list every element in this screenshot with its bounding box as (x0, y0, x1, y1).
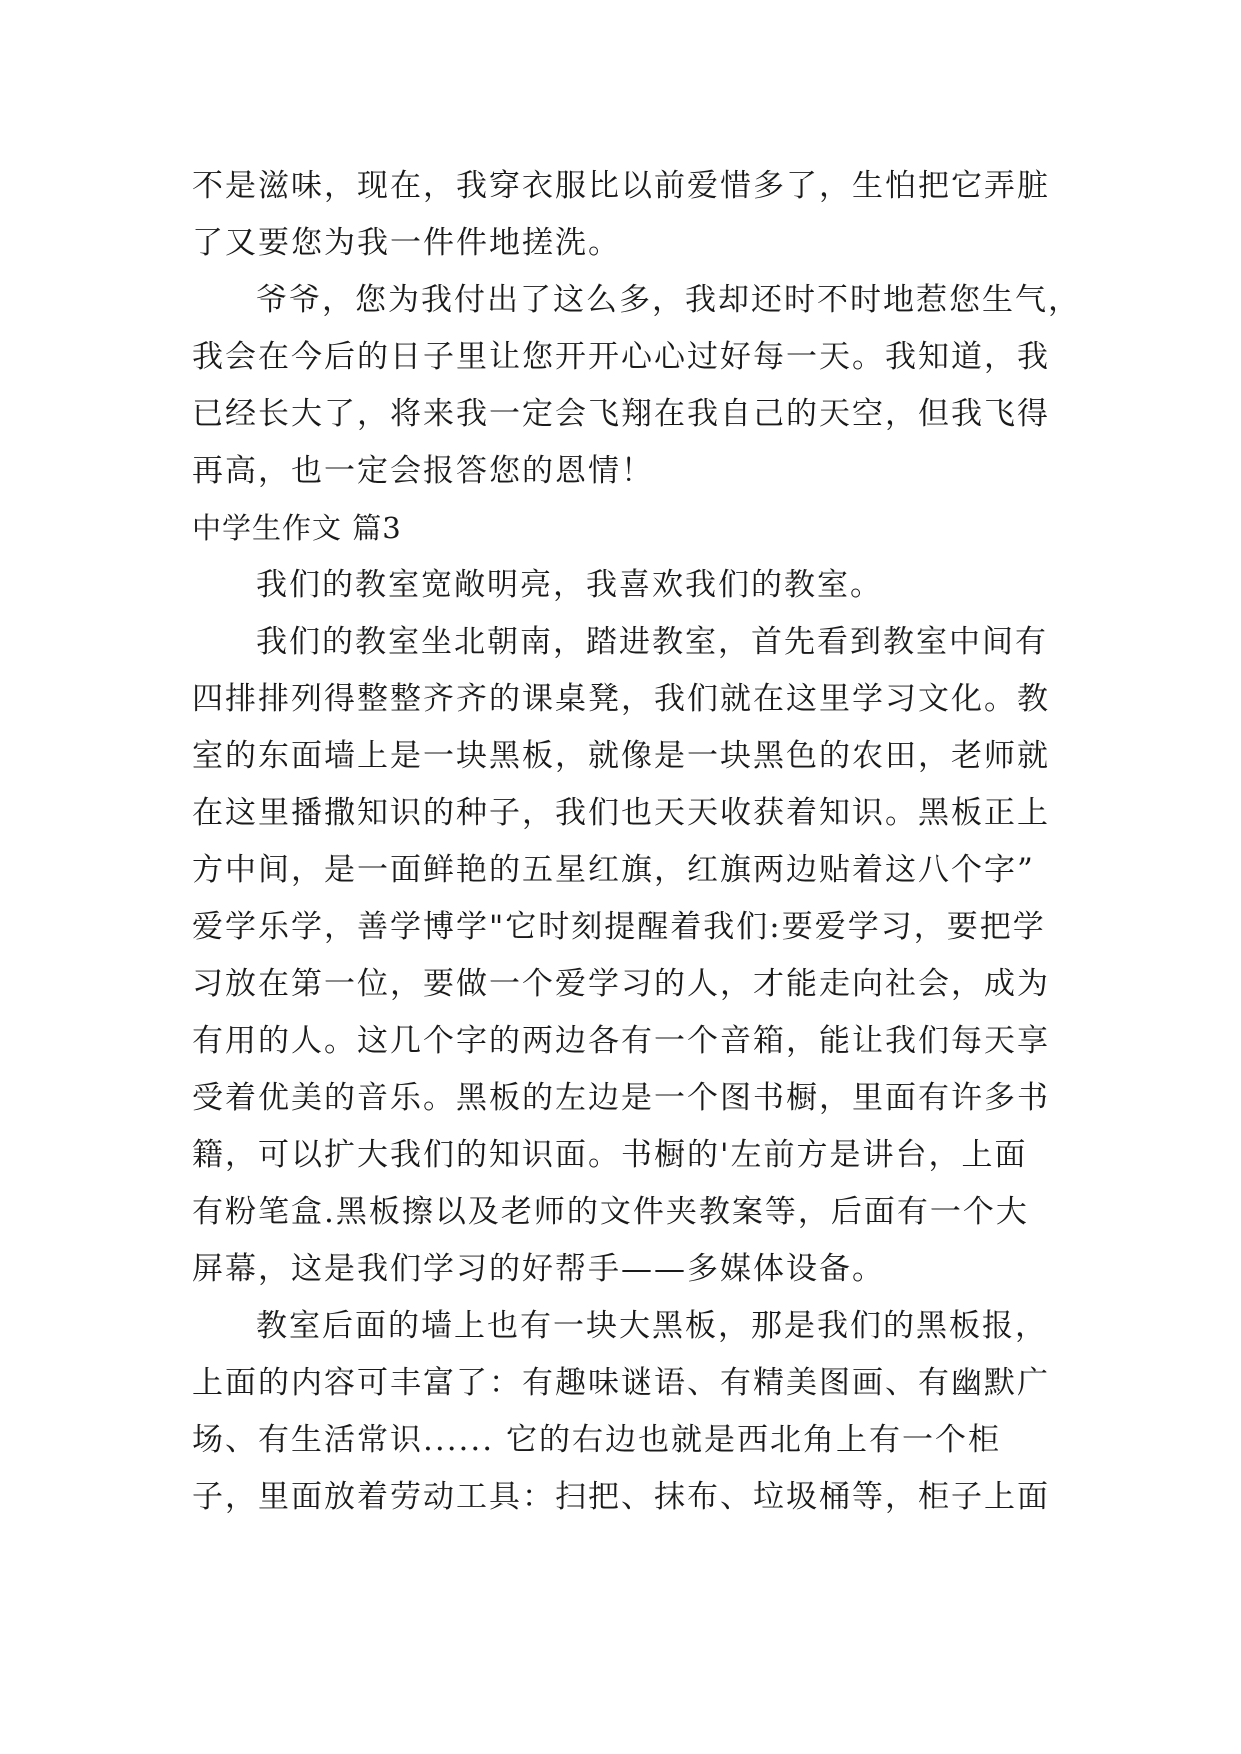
paragraph-line: 不是滋味，现在，我穿衣服比以前爱惜多了，生怕把它弄脏 (192, 168, 1050, 204)
paragraph-line: 有粉笔盒.黑板擦以及老师的文件夹教案等，后面有一个大 (192, 1194, 1029, 1230)
paragraph-line: 四排排列得整整齐齐的课桌凳，我们就在这里学习文化。教 (192, 681, 1050, 717)
paragraph-line: 爷爷，您为我付出了这么多，我却还时不时地惹您生气， (256, 282, 1081, 318)
paragraph-line: 我们的教室坐北朝南，踏进教室，首先看到教室中间有 (256, 624, 1048, 660)
paragraph-line: 籍，可以扩大我们的知识面。书橱的'左前方是讲台，上面 (192, 1137, 1028, 1173)
paragraph-line: 室的东面墙上是一块黑板，就像是一块黑色的农田，老师就 (192, 738, 1050, 774)
paragraph-line: 上面的内容可丰富了：有趣味谜语、有精美图画、有幽默广 (192, 1365, 1050, 1401)
paragraph-line: 再高，也一定会报答您的恩情！ (192, 453, 654, 489)
paragraph-line: 爱学乐学，善学博学"它时刻提醒着我们:要爱学习，要把学 (192, 909, 1046, 945)
paragraph-line: 我会在今后的日子里让您开开心心过好每一天。我知道，我 (192, 339, 1050, 375)
paragraph-line: 习放在第一位，要做一个爱学习的人，才能走向社会，成为 (192, 966, 1050, 1002)
paragraph-line: 场、有生活常识...... 它的右边也就是西北角上有一个柜 (192, 1422, 1001, 1458)
paragraph-line: 屏幕，这是我们学习的好帮手——多媒体设备。 (192, 1251, 885, 1287)
paragraph-line: 了又要您为我一件件地搓洗。 (192, 225, 621, 261)
paragraph-line: 有用的人。这几个字的两边各有一个音箱，能让我们每天享 (192, 1023, 1050, 1059)
paragraph-line: 子，里面放着劳动工具：扫把、抹布、垃圾桶等，柜子上面 (192, 1479, 1050, 1515)
paragraph-line: 我们的教室宽敞明亮，我喜欢我们的教室。 (256, 567, 883, 603)
paragraph-line: 方中间，是一面鲜艳的五星红旗，红旗两边贴着这八个字” (192, 852, 1035, 888)
paragraph-line: 在这里播撒知识的种子，我们也天天收获着知识。黑板正上 (192, 795, 1050, 831)
paragraph-line: 已经长大了，将来我一定会飞翔在我自己的天空，但我飞得 (192, 396, 1050, 432)
paragraph-line: 教室后面的墙上也有一块大黑板，那是我们的黑板报， (256, 1308, 1048, 1344)
paragraph-line: 受着优美的音乐。黑板的左边是一个图书橱，里面有许多书 (192, 1080, 1050, 1116)
section-heading: 中学生作文 篇3 (192, 511, 402, 545)
